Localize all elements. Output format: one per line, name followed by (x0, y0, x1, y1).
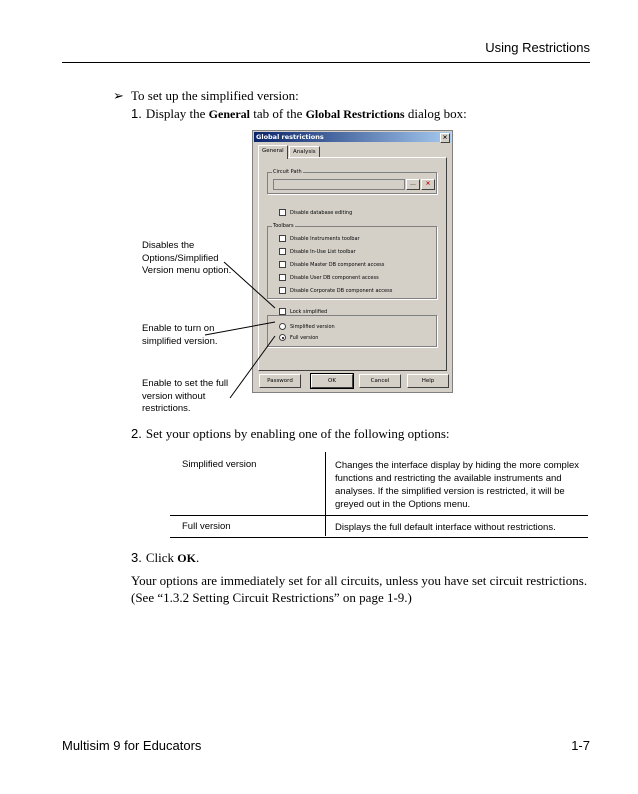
result-paragraph: Your options are immediately set for all circuits, unless you have set circuit restrictions. (See “1.3.2 Setting Circuit Restrictions” on page 1-9.) (131, 573, 588, 605)
toolbar-checkbox[interactable]: Disable Instruments toolbar (279, 235, 360, 243)
toolbars-label: Toolbars (273, 223, 294, 229)
leader-line-disables (224, 262, 275, 308)
full-version-radio[interactable]: Full version (279, 334, 318, 342)
leader-line-full (230, 336, 275, 398)
leader-line-turn-on (205, 322, 275, 335)
callout-turn-on: Enable to turn on simplified version. (142, 323, 218, 347)
step-1: 1. Display the General tab of the Global Restrictions dialog box: (131, 106, 467, 121)
table-column-divider (325, 452, 326, 536)
toolbar-checkbox[interactable]: Disable Corporate DB component access (279, 287, 392, 295)
toolbar-checkbox[interactable]: Disable User DB component access (279, 274, 379, 282)
disable-db-editing-checkbox[interactable]: Disable database editing (279, 209, 352, 217)
lock-simplified-checkbox[interactable]: Lock simplified (279, 308, 327, 316)
circuit-path-label: Circuit Path (273, 169, 302, 175)
callout-disables: Disables the Options/Simplified Version menu option. (142, 240, 232, 276)
tab-analysis[interactable]: Analysis (289, 146, 320, 158)
options-table (170, 452, 588, 538)
cancel-button[interactable]: Cancel (359, 374, 401, 388)
browse-button[interactable]: ... (406, 179, 420, 190)
table-cell-description: Changes the interface display by hiding the more complex functions and restricting the available instruments and analyses. If the simplified version is restricted, it will be greyed out in the Options menu. (335, 460, 579, 510)
page-header-title: Using Restrictions (485, 40, 590, 55)
table-cell-description: Displays the full default interface without restrictions. (335, 522, 556, 533)
ok-button[interactable]: OK (311, 374, 353, 388)
footer-book-title: Multisim 9 for Educators (62, 738, 202, 753)
table-cell-option: Full version (182, 521, 231, 532)
table-cell-option: Simplified version (182, 459, 257, 470)
arrow-bullet-icon: ➢ (113, 88, 124, 103)
table-row (170, 452, 588, 516)
tab-general[interactable]: General (258, 145, 288, 159)
intro-bullet-text: To set up the simplified version: (131, 88, 299, 103)
table-row (170, 516, 588, 538)
close-icon[interactable]: × (440, 133, 450, 143)
footer-page-number: 1-7 (571, 738, 590, 753)
help-button[interactable]: Help (407, 374, 449, 388)
step-3: 3. Click OK. (131, 550, 200, 565)
password-button[interactable]: Password (259, 374, 301, 388)
toolbar-checkbox[interactable]: Disable In-Use List toolbar (279, 248, 356, 256)
step-2: 2. Set your options by enabling one of the following options: (131, 426, 450, 441)
dialog-title: Global restrictions (256, 133, 324, 141)
toolbar-checkbox[interactable]: Disable Master DB component access (279, 261, 384, 269)
callout-full: Enable to set the full version without restrictions. (142, 378, 229, 414)
clear-path-icon[interactable]: × (421, 179, 435, 190)
simplified-version-radio[interactable]: Simplified version (279, 323, 335, 331)
